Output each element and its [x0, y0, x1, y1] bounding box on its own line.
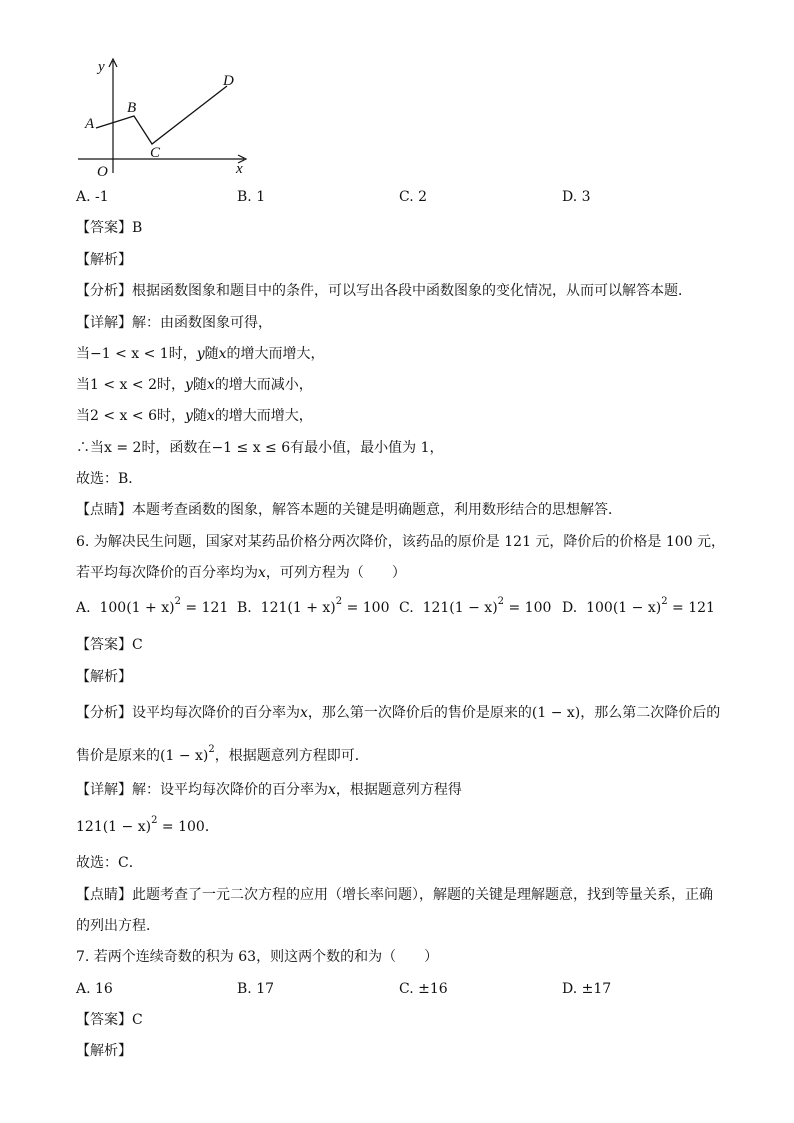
q5-dianjing: 【点睛】本题考查函数的图象，解答本题的关键是明确题意，利用数形结合的思想解答． — [76, 502, 622, 518]
q5-options — [76, 187, 716, 207]
q6-fenxi-x: x — [300, 705, 308, 721]
option-base: 121(1 − x) — [422, 600, 498, 616]
case-2-prefix: 当 — [76, 377, 90, 393]
option-label: A. — [76, 600, 91, 616]
q6-stem-line-1: 6. 为解决民生问题，国家对某药品价格分两次降价，该药品的原价是 121 元，降价后的价格是 100 元， — [76, 534, 726, 550]
x-axis-label: x — [236, 161, 243, 177]
option-base: 121(1 + x) — [260, 600, 336, 616]
q6-stem-line-2 — [76, 563, 406, 583]
case-2-text1: 随 — [192, 377, 207, 393]
q6-equation — [76, 817, 219, 837]
case-1-text2: 的增大而增大， — [226, 346, 325, 362]
q5-answer: 【答案】B — [76, 220, 143, 236]
case-3-prefix: 当 — [76, 408, 90, 424]
case-3-inequality: 2 < x < 6 — [90, 408, 157, 424]
case-1-text1: 随 — [204, 346, 219, 362]
q6-fenxi-a: 【分析】设平均每次降价的百分率为 — [76, 705, 300, 721]
case-1-y: y — [196, 346, 205, 362]
case-3-x: x — [206, 408, 215, 424]
q6-fenxi-b: ，那么第一次降价后的售价是原来的 — [307, 705, 532, 721]
case-1-inequality: −1 < x < 1 — [90, 346, 169, 362]
q6-option-b — [237, 598, 389, 618]
conclusion-mid: 时，函数在 — [141, 440, 212, 456]
case-2-y: y — [184, 377, 193, 393]
function-graph — [76, 55, 256, 180]
q6-xiangjie — [76, 780, 462, 800]
q6-dianjing-line-2: 的列出方程． — [76, 918, 160, 934]
q6-options — [76, 598, 716, 618]
option-rhs: = 100 — [504, 600, 552, 616]
case-3-mid: 时， — [156, 408, 185, 424]
q6-answer: 【答案】C — [76, 637, 143, 653]
case-2-text2: 的增大而减小， — [214, 377, 313, 393]
q7-stem: 7. 若两个连续奇数的积为 63，则这两个数的和为（ ） — [76, 949, 439, 965]
case-2-inequality: 1 < x < 2 — [90, 377, 157, 393]
point-a-label: A — [85, 116, 95, 132]
q6-fenxi2-exp: 2 — [208, 744, 215, 755]
case-1-mid: 时， — [168, 346, 197, 362]
q6-option-c — [399, 598, 551, 618]
case-3-y: y — [184, 408, 193, 424]
option-exponent: 2 — [661, 596, 668, 607]
q6-fenxi2-b: ，根据题意列方程即可． — [214, 748, 369, 764]
case-2-x: x — [206, 377, 215, 393]
option-label: C. — [399, 600, 414, 616]
conclusion-math1: x = 2 — [104, 440, 142, 456]
case-1-prefix: 当 — [76, 346, 90, 362]
q5-xiangjie: 【详解】解：由函数图象可得， — [76, 315, 272, 331]
option-exponent: 2 — [335, 596, 343, 607]
point-c-label: C — [150, 145, 161, 161]
q7-option-d: D. ±17 — [562, 981, 612, 997]
option-rhs: = 121 — [667, 600, 715, 616]
q5-option-b: B. 1 — [237, 189, 266, 205]
q6-stem-x: x — [258, 565, 266, 581]
case-2-mid: 时， — [156, 377, 185, 393]
q6-stem-2b: ，可列方程为（ ） — [265, 565, 406, 581]
case-3-text2: 的增大而增大， — [214, 408, 313, 424]
q6-xiangjie-b: ，根据题意列方程得 — [335, 782, 462, 798]
q5-option-c: C. 2 — [399, 189, 428, 205]
option-label: D. — [562, 600, 578, 616]
q6-xiangjie-x: x — [328, 782, 336, 798]
q7-answer: 【答案】C — [76, 1012, 143, 1028]
point-d-label: D — [223, 73, 234, 89]
q5-case-3 — [76, 406, 313, 426]
q5-choose: 故选：B． — [76, 471, 143, 487]
conclusion-suffix: 有最小值，最小值为 1， — [290, 440, 444, 456]
q6-equation-rhs: = 100． — [157, 819, 219, 835]
q5-case-1 — [76, 344, 325, 364]
q7-analysis-header: 【解析】 — [76, 1043, 132, 1059]
conclusion-prefix: ∴当 — [76, 440, 104, 456]
option-exponent: 2 — [497, 596, 505, 607]
q7-option-a: A. 16 — [76, 981, 113, 997]
q6-option-d — [562, 598, 715, 618]
option-label: B. — [237, 600, 252, 616]
q6-fenxi-expr: (1 − x) — [531, 705, 581, 721]
q6-fenxi-line-1 — [76, 703, 720, 723]
q5-fenxi: 【分析】根据函数图象和题目中的条件，可以写出各段中函数图象的变化情况，从而可以解答本题． — [76, 283, 692, 299]
q6-xiangjie-a: 【详解】解：设平均每次降价的百分率为 — [76, 782, 328, 798]
q6-fenxi2-expr: (1 − x) — [160, 748, 209, 764]
case-3-text1: 随 — [192, 408, 207, 424]
q6-stem-2a: 若平均每次降价的百分率均为 — [76, 565, 258, 581]
conclusion-math2: −1 ≤ x ≤ 6 — [211, 440, 291, 456]
q5-conclusion — [76, 438, 444, 458]
function-polyline — [96, 86, 227, 144]
q7-option-b: B. 17 — [237, 981, 275, 997]
option-base: 100(1 + x) — [99, 600, 175, 616]
q5-case-2 — [76, 375, 313, 395]
q6-dianjing-line-1: 【点睛】此题考查了一元二次方程的应用（增长率问题），解题的关键是理解题意，找到等量关系，正确 — [76, 887, 713, 903]
option-rhs: = 100 — [342, 600, 390, 616]
option-exponent: 2 — [174, 596, 181, 607]
q7-options — [76, 979, 716, 999]
q5-analysis-header: 【解析】 — [76, 252, 132, 268]
q6-equation-exp: 2 — [151, 815, 158, 826]
case-1-x: x — [218, 346, 227, 362]
origin-label: O — [97, 164, 108, 180]
q6-choose: 故选：C． — [76, 855, 143, 871]
point-b-label: B — [127, 100, 137, 116]
q5-option-a: A. -1 — [76, 189, 109, 205]
option-base: 100(1 − x) — [586, 600, 662, 616]
q7-option-c: C. ±16 — [399, 981, 448, 997]
q6-analysis-header: 【解析】 — [76, 669, 132, 685]
option-rhs: = 121 — [180, 600, 229, 616]
q5-option-d: D. 3 — [562, 189, 591, 205]
q6-option-a — [76, 598, 228, 618]
q6-fenxi-line-2 — [76, 746, 369, 766]
y-axis-label: y — [98, 59, 105, 75]
q6-fenxi2-a: 售价是原来的 — [76, 748, 160, 764]
q6-equation-base: 121(1 − x) — [76, 819, 152, 835]
q6-fenxi-c: ，那么第二次降价后的 — [580, 705, 721, 721]
